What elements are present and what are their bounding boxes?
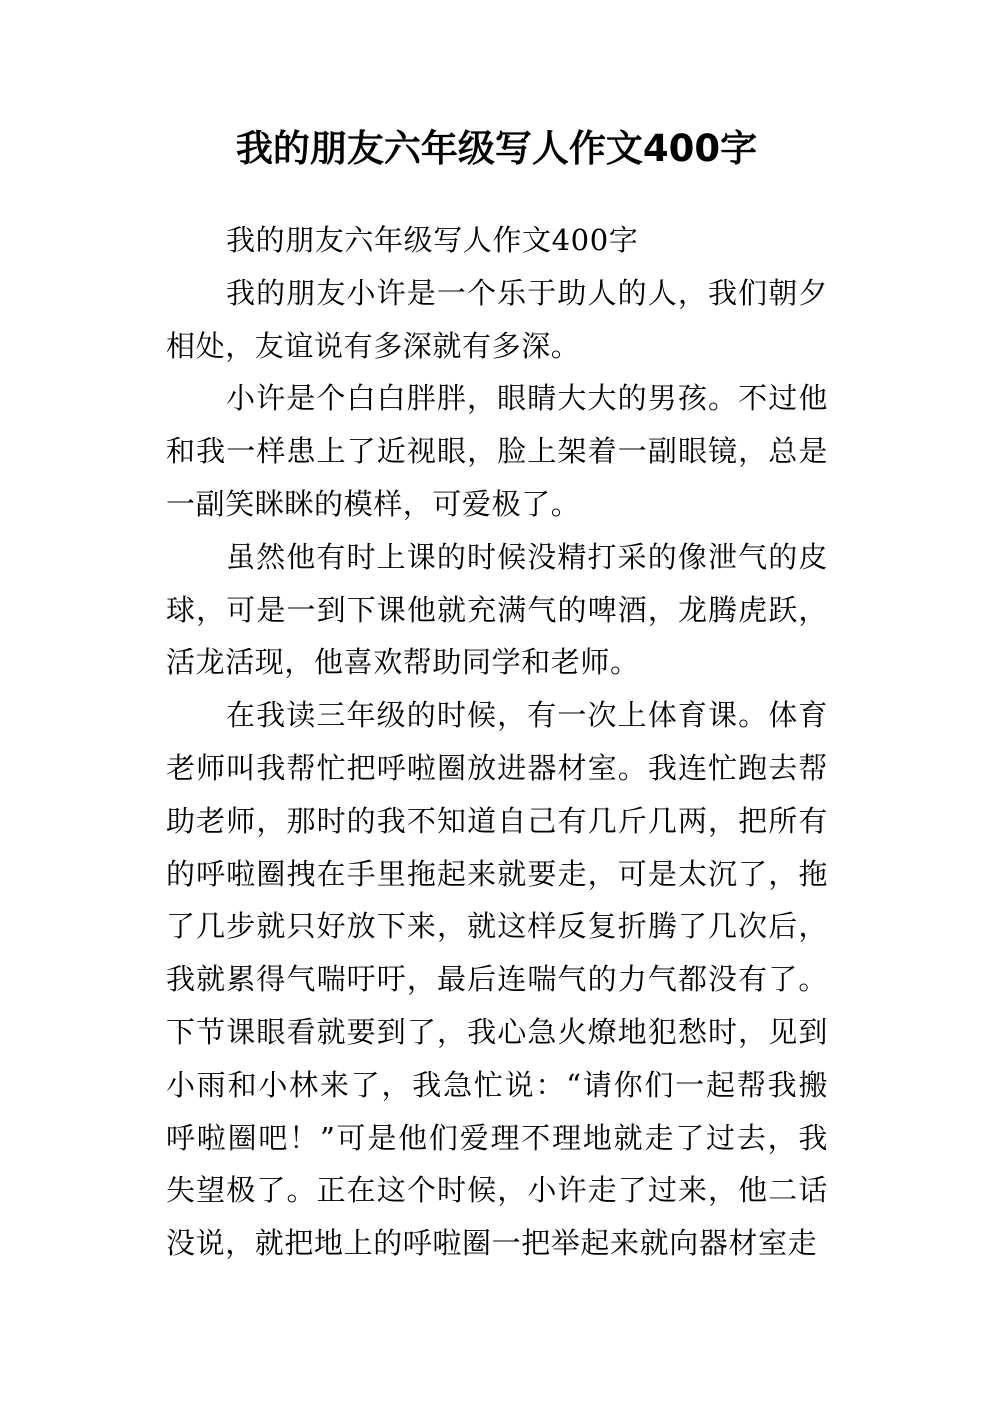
document-title: 我的朋友六年级写人作文400字: [235, 127, 758, 170]
paragraph: 虽然他有时上课的时候没精打采的像泄气的皮球，可是一到下课他就充满气的啤酒，龙腾虎跃，活龙活现，他喜欢帮助同学和老师。: [166, 539, 828, 680]
paragraph: 在我读三年级的时候，有一次上体育课。体育老师叫我帮忙把呼啦圈放进器材室。我连忙跑去帮助老师，那时的我不知道自己有几斤几两，把所有的呼啦圈拽在手里拖起来就要走，可是太沉了，拖了几步就只好放下来，就这样反复折腾了几次后，我就累得气喘吁吁，最后连喘气的力气都没有了。下节课眼看就要到了，我心急火燎地犯愁时，见到小雨和小林来了，我急忙说：“请你们一起帮我搬呼啦圈吧！”可是他们爱理不理地就走了过去，我失望极了。正在这个时候，小许走了过来，他二话没说，就把地上的呼啦圈一把举起来就向器材室走: [166, 698, 828, 1261]
paragraph: 我的朋友小许是一个乐于助人的人，我们朝夕相处，友谊说有多深就有多深。: [166, 275, 828, 363]
document-body: [166, 214, 828, 1270]
paragraph-subtitle: 我的朋友六年级写人作文400字: [226, 223, 639, 257]
paragraph: 小许是个白白胖胖，眼睛大大的男孩。不过他和我一样患上了近视眼，脸上架着一副眼镜，总是一副笑眯眯的模样，可爱极了。: [166, 381, 828, 521]
